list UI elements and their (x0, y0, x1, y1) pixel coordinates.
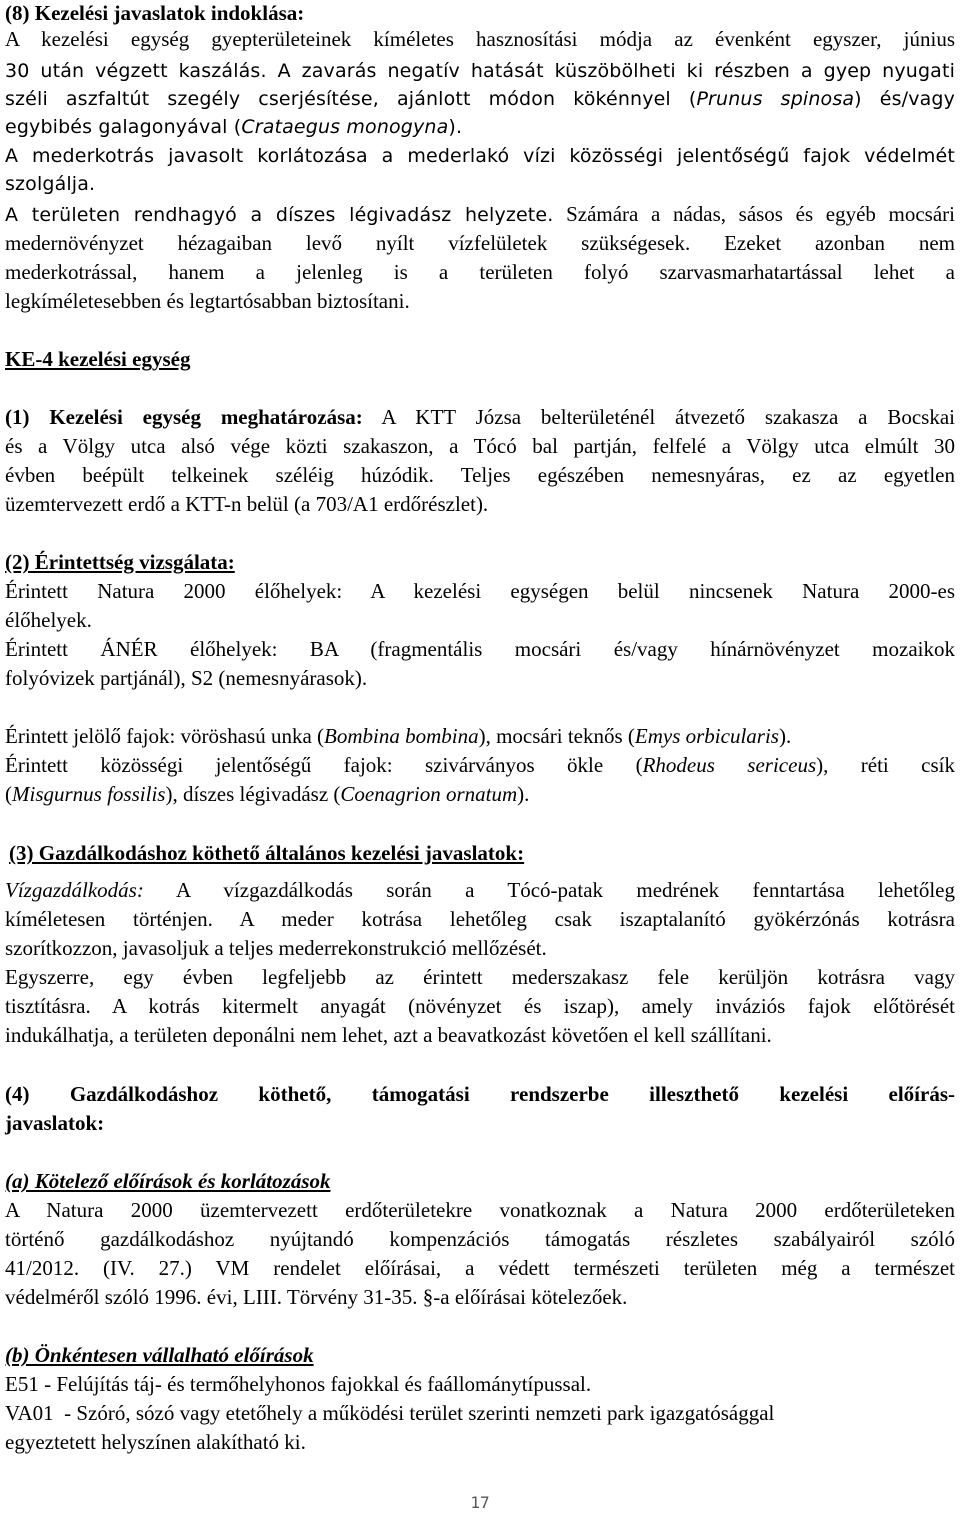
paragraph-line: évben beépült telkeinek széléig húzódik. Teljes egészében nemesnyáras, ez az egyetlen (5, 463, 955, 487)
subsection-heading: (b) Önkéntesen vállalható előírások (5, 1343, 314, 1367)
species-name: Prunus spinosa (696, 88, 855, 110)
text-run: ). (448, 116, 463, 138)
paragraph-line: egyeztetett helyszínen alakítható ki. (5, 1430, 306, 1454)
species-name: Crataegus monogyna (241, 116, 449, 138)
paragraph-line (5, 723, 955, 749)
paragraph-line: medernövényzet hézagaiban levő nyílt vízfelületek szükségesek. Ezeket azonban nem (5, 231, 955, 255)
text-run: A KTT Józsa belterületénél átvezető szakasza a Bocskai (362, 405, 955, 429)
paragraph-line: élőhelyek. (5, 608, 92, 632)
paragraph-line: szorítkozzon, javasoljuk a teljes mederrekonstrukció mellőzését. (5, 936, 547, 960)
text-run: Számára a nádas, sásos és egyéb mocsári (553, 202, 955, 226)
species-name: Misgurnus fossilis (12, 782, 166, 806)
paragraph-line: szolgálja. (5, 173, 96, 195)
subsection-heading: (3) Gazdálkodáshoz köthető általános kezelési javaslatok: (9, 841, 525, 865)
paragraph-line: A mederkotrás javasolt korlátozása a mederlakó vízi közösségi jelentőségű fajok védelmét (5, 145, 955, 167)
paragraph-line (5, 201, 955, 228)
section-8-heading: (8) Kezelési javaslatok indoklása: (5, 1, 305, 25)
subsection-heading: (a) Kötelező előírások és korlátozások (5, 1169, 331, 1193)
topic-label: Vízgazdálkodás: (5, 878, 144, 902)
subsection-heading: javaslatok: (5, 1111, 105, 1135)
paragraph-line: A kezelési egység gyepterületeinek kíméletes hasznosítási módja az évenként egyszer, június (5, 27, 955, 51)
paragraph-line: védelméről szóló 1996. évi, LIII. Törvény 31-35. §-a előírásai kötelezőek. (5, 1285, 628, 1309)
paragraph-line: indukálhatja, a területen deponálni nem lehet, azt a beavatkozást követően el kell szállítani. (5, 1023, 772, 1047)
text-run: ). (517, 782, 530, 806)
paragraph-line: VA01 - Szóró, sózó vagy etetőhely a működési terület szerinti nemzeti park igazgatósággal (5, 1401, 775, 1425)
paragraph-line: és a Völgy utca alsó vége közti szakaszon, a Tócó bal partján, felfelé a Völgy utca elmúlt 30 (5, 434, 955, 458)
text-run: Érintett jelölő fajok: vöröshasú unka ( (5, 724, 325, 748)
species-name: Emys orbicularis (634, 724, 779, 748)
paragraph-line: legkíméletesebben és legtartósabban biztosítani. (5, 289, 410, 313)
paragraph-line: kíméletesen történjen. A meder kotrása lehetőleg csak iszaptalanító gyökérzónás kotrásra (5, 907, 955, 931)
paragraph-line: E51 - Felújítás táj- és termőhelyhonos fajokkal és faállománytípussal. (5, 1372, 592, 1396)
subsection-heading: (1) Kezelési egység meghatározása: (5, 405, 363, 429)
text-run: ) és/vagy (854, 88, 955, 110)
paragraph-line: folyóvizek partjánál), S2 (nemesnyárasok). (5, 666, 368, 690)
paragraph-line: Érintett ÁNÉR élőhelyek: BA (fragmentális mocsári és/vagy hínárnövényzet mozaikok (5, 637, 955, 661)
text-run: ), réti csík (816, 753, 955, 777)
subsection-heading: (4) Gazdálkodáshoz köthető, támogatási rendszerbe illeszthető kezelési előírás- (5, 1082, 955, 1106)
text-run: A területen rendhagyó a díszes légivadász helyzete. (5, 204, 554, 226)
text-run: Érintett közösségi jelentőségű fajok: szivárványos ökle ( (5, 753, 643, 777)
section-title: KE-4 kezelési egység (5, 347, 191, 371)
text-run: egybibés galagonyával ( (5, 116, 242, 138)
paragraph-line (5, 114, 955, 140)
species-name: Rhodeus sericeus (642, 753, 817, 777)
paragraph-line: Érintett Natura 2000 élőhelyek: A kezelési egységen belül nincsenek Natura 2000-es (5, 579, 955, 603)
text-run: széli aszfaltút szegély cserjésítése, ajánlott módon kökénnyel ( (5, 88, 697, 110)
species-name: Bombina bombina (324, 724, 479, 748)
paragraph-line: tisztításra. A kotrás kitermelt anyagát (növényzet és iszap), amely inváziós fajok előtörését (5, 994, 955, 1018)
paragraph-line (5, 877, 955, 903)
paragraph-line (5, 404, 955, 430)
paragraph-line (5, 781, 955, 807)
paragraph-line: Egyszerre, egy évben legfeljebb az érintett mederszakasz fele kerüljön kotrásra vagy (5, 965, 955, 989)
text-run: ( (5, 782, 12, 806)
paragraph-line (5, 86, 955, 112)
text-run: ), díszes légivadász ( (165, 782, 341, 806)
text-run: ). (778, 724, 792, 748)
paragraph-line (5, 752, 955, 778)
species-name: Coenagrion ornatum (340, 782, 518, 806)
paragraph-line: 41/2012. (IV. 27.) VM rendelet előírásai, a védett természeti területen még a természet (5, 1256, 955, 1280)
text-run: ), mocsári teknős ( (478, 724, 635, 748)
text-run: A vízgazdálkodás során a Tócó-patak medrének fenntartása lehetőleg (143, 878, 955, 902)
paragraph-line: 30 után végzett kaszálás. A zavarás negatív hatását küszöbölheti ki részben a gyep nyugati (5, 60, 955, 82)
paragraph-line: mederkotrással, hanem a jelenleg is a területen folyó szarvasmarhatartással lehet a (5, 260, 955, 284)
paragraph-line: üzemtervezett erdő a KTT-n belül (a 703/A1 erdőrészlet). (5, 492, 489, 516)
subsection-heading: (2) Érintettség vizsgálata: (5, 550, 235, 574)
page-number: 17 (470, 1493, 490, 1512)
paragraph-line: A Natura 2000 üzemtervezett erdőterületekre vonatkoznak a Natura 2000 erdőterületeken (5, 1198, 955, 1222)
paragraph-line: történő gazdálkodáshoz nyújtandó kompenzációs támogatás részletes szabályairól szóló (5, 1227, 955, 1251)
